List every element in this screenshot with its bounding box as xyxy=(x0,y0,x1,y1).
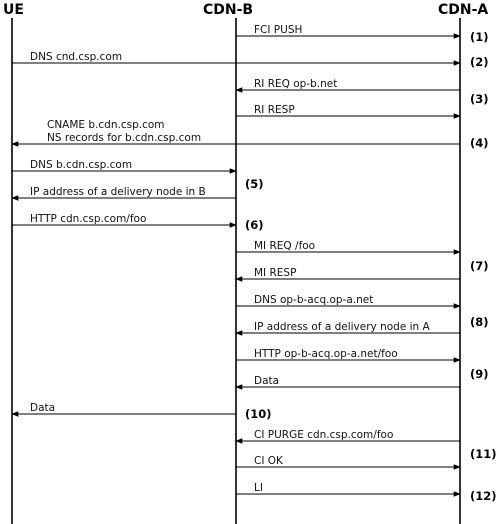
message-label: MI REQ /foo xyxy=(254,240,316,252)
actor-cdnb-label: CDN-B xyxy=(203,2,254,18)
step-number: (3) xyxy=(470,92,489,106)
message-label: Data xyxy=(30,402,56,414)
step-number: (12) xyxy=(470,489,497,503)
message-label: MI RESP xyxy=(254,267,297,279)
step-number: (7) xyxy=(470,259,489,273)
step-number: (4) xyxy=(470,136,489,150)
actor-ue-label: UE xyxy=(3,2,24,18)
step-number: (10) xyxy=(245,407,272,421)
message-label: RI RESP xyxy=(254,104,295,116)
step-number: (1) xyxy=(470,30,489,44)
message-label: Data xyxy=(254,375,280,387)
message-label: NS records for b.cdn.csp.com xyxy=(47,132,202,144)
step-number: (8) xyxy=(470,315,489,329)
step-number: (6) xyxy=(245,218,264,232)
message-label: HTTP op-b-acq.op-a.net/foo xyxy=(254,348,398,360)
message-label: DNS cnd.csp.com xyxy=(30,51,123,63)
actor-cdna-label: CDN-A xyxy=(438,2,489,18)
step-number: (9) xyxy=(470,367,489,381)
step-number: (2) xyxy=(470,55,489,69)
message-label: LI xyxy=(254,482,263,494)
message-label: CNAME b.cdn.csp.com xyxy=(47,119,165,131)
message-label: HTTP cdn.csp.com/foo xyxy=(30,213,147,225)
message-label: FCI PUSH xyxy=(254,24,303,36)
step-number: (5) xyxy=(245,177,264,191)
message-label: CI PURGE cdn.csp.com/foo xyxy=(254,429,394,441)
step-number: (11) xyxy=(470,447,497,461)
message-label: CI OK xyxy=(254,455,283,467)
message-label: DNS op-b-acq.op-a.net xyxy=(254,294,374,306)
message-label: IP address of a delivery node in B xyxy=(30,186,206,198)
message-label: DNS b.cdn.csp.com xyxy=(30,159,133,171)
message-label: RI REQ op-b.net xyxy=(254,78,338,90)
message-label: IP address of a delivery node in A xyxy=(254,321,430,333)
